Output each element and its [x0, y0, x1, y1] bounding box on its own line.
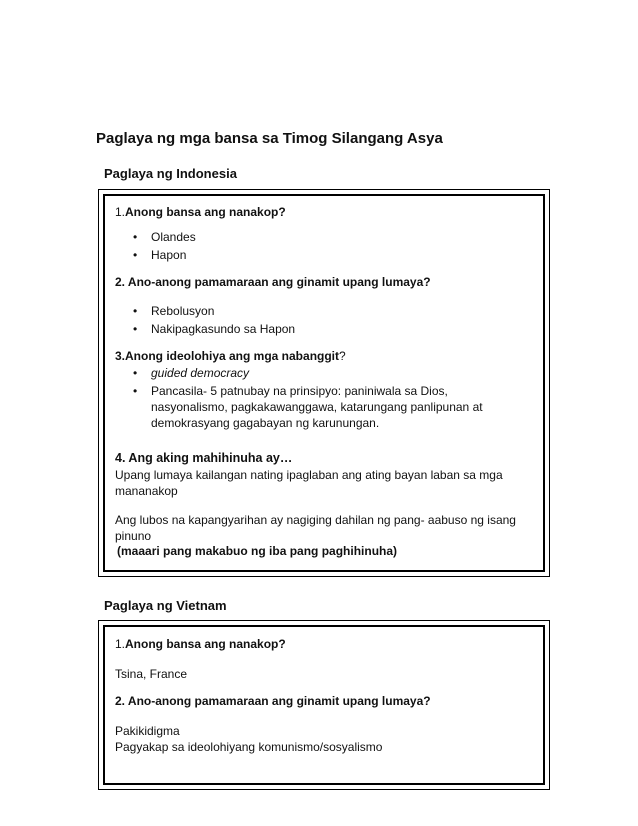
bullet-icon: • — [133, 230, 138, 244]
answer-line: nasyonalismo, pagkakawanggawa, katarungang panlipunan at — [151, 400, 483, 414]
answer-line: Pancasila- 5 patnubay na prinsipyo: paniniwala sa Dios, — [151, 384, 448, 398]
answer-item: Nakipagkasundo sa Hapon — [151, 322, 296, 336]
answer-text: Tsina, France — [115, 667, 188, 681]
question-text: Anong bansa ang nanakop? — [125, 205, 286, 219]
question-mark: ? — [339, 349, 346, 363]
vietnam-box-inner-border — [103, 625, 545, 785]
answer-item: Olandes — [151, 230, 196, 244]
section-heading-vietnam: Paglaya ng Vietnam — [104, 598, 227, 613]
bullet-icon: • — [133, 384, 138, 398]
paragraph-note: (maaari pang makabuo ng iba pang paghihinuha) — [117, 544, 398, 558]
answer-line: Pagyakap sa ideolohiyang komunismo/sosyalismo — [115, 740, 383, 754]
bullet-icon: • — [133, 366, 138, 380]
bullet-icon: • — [133, 304, 138, 318]
vietnam-box — [98, 620, 550, 790]
question-text: 3.Anong ideolohiya ang mga nabanggit — [115, 349, 340, 363]
question-3 — [115, 348, 346, 364]
paragraph-line: mananakop — [115, 484, 178, 498]
bullet-icon: • — [133, 248, 138, 262]
question-1 — [115, 636, 286, 652]
question-text: Anong bansa ang nanakop? — [125, 637, 286, 651]
section-heading-indonesia: Paglaya ng Indonesia — [104, 166, 237, 181]
page-title: Paglaya ng mga bansa sa Timog Silangang Asya — [96, 130, 443, 147]
bullet-icon: • — [133, 322, 138, 336]
question-4: 4. Ang aking mahihinuha ay… — [115, 451, 293, 465]
answer-item: guided democracy — [151, 366, 250, 380]
paragraph-line: Ang lubos na kapangyarihan ay nagiging dahilan ng pang- aabuso ng isang — [115, 513, 516, 527]
answer-item: Rebolusyon — [151, 304, 215, 318]
question-1 — [115, 204, 286, 220]
answer-line: demokrasyang gagabayan ng karunungan. — [151, 416, 380, 430]
indonesia-box — [98, 189, 550, 577]
question-2: 2. Ano-anong pamamaraan ang ginamit upang lumaya? — [115, 694, 431, 708]
question-2: 2. Ano-anong pamamaraan ang ginamit upang lumaya? — [115, 275, 431, 289]
paragraph-line: Upang lumaya kailangan nating ipaglaban ang ating bayan laban sa mga — [115, 468, 503, 482]
answer-line: Pakikidigma — [115, 724, 180, 738]
question-number: 1. — [115, 637, 126, 651]
answer-item: Hapon — [151, 248, 187, 262]
question-number: 1. — [115, 205, 126, 219]
indonesia-box-inner-border — [103, 194, 545, 572]
paragraph-line: pinuno — [115, 529, 152, 543]
